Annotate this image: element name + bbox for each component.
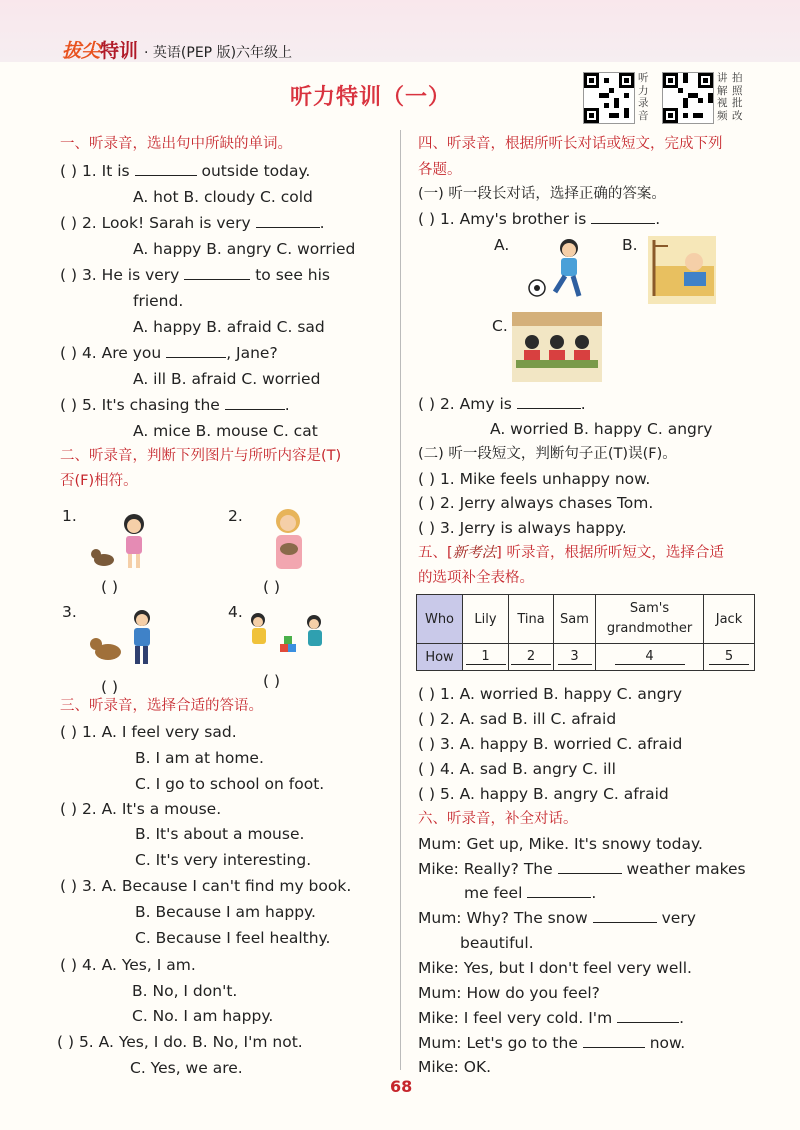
answer-blank-2: 2 <box>511 649 551 665</box>
section-6-title: 六、听录音，补全对话。 <box>418 811 578 827</box>
page-title: 听力特训（一） <box>290 85 452 110</box>
boy-playing-football-picture <box>525 234 595 304</box>
s3-q5-options-ab: ( ) 5. A. Yes, I do. B. No, I'm not. <box>57 1033 303 1051</box>
section-4-title-line-2: 各题。 <box>418 162 462 178</box>
s4-judge-1: ( ) 1. Mike feels unhappy now. <box>418 470 651 488</box>
s4-part-1-instruction: (一) 听一段长对话，选择正确的答案。 <box>418 186 666 202</box>
dialog-line-3-cont: beautiful. <box>460 934 534 952</box>
s2-item-3-number: 3. <box>62 603 77 621</box>
s1-q1-tail: outside today. <box>201 162 311 180</box>
s2-item-4-number: 4. <box>228 603 243 621</box>
s2-item-2-paren[interactable]: ( ) <box>263 578 281 596</box>
s5-title-rest: ] 听录音，根据所听短文，选择合适 <box>496 545 724 561</box>
who-how-table <box>416 594 755 671</box>
section-5-title-line-2: 的选项补全表格。 <box>418 570 534 586</box>
book-subtitle: · 英语(PEP 版)六年级上 <box>144 45 293 61</box>
s1-q1-blank[interactable] <box>135 163 197 176</box>
section-3-title: 三、听录音，选择合适的答语。 <box>60 698 263 714</box>
table-cell: How <box>417 644 463 671</box>
qr-code-video[interactable] <box>662 72 714 124</box>
s5-title-prefix: 五、[ <box>418 545 453 561</box>
s3-q1-option-a: ( ) 1. A. I feel very sad. <box>60 723 237 741</box>
s2-item-4-paren[interactable]: ( ) <box>263 672 281 690</box>
s1-question-1 <box>60 162 310 180</box>
s2-item-1-number: 1. <box>62 507 77 525</box>
s4-q1-blank[interactable] <box>591 211 655 224</box>
answer-blank-4: 4 <box>615 649 685 665</box>
s1-q5-blank[interactable] <box>225 397 285 410</box>
s5-question-5: ( ) 5. A. happy B. angry C. afraid <box>418 785 669 803</box>
dialog-line-7 <box>418 1034 685 1052</box>
s1-q3-stem: ( ) 3. He is very <box>60 266 180 284</box>
s4-q2-tail: . <box>580 395 586 413</box>
table-cell: Lily <box>463 595 509 644</box>
s1-q5-options: A. mice B. mouse C. cat <box>133 422 318 440</box>
dialog-line-3-end: very <box>661 909 696 927</box>
girl-with-cat-picture <box>86 510 156 572</box>
girl-holding-cat-picture <box>264 505 314 573</box>
table-row-who <box>417 595 755 644</box>
s3-q5-option-c: C. Yes, we are. <box>130 1059 243 1077</box>
s1-q5-stem: ( ) 5. It's chasing the <box>60 396 220 414</box>
dialog-line-1: Mum: Get up, Mike. It's snowy today. <box>418 835 703 853</box>
s4-q2-stem: ( ) 2. Amy is <box>418 395 512 413</box>
s3-q1-option-b: B. I am at home. <box>135 749 264 767</box>
s3-q3-option-a: ( ) 3. A. Because I can't find my book. <box>60 877 352 895</box>
s3-q2-option-a: ( ) 2. A. It's a mouse. <box>60 800 222 818</box>
dialog-line-6-end: . <box>679 1009 685 1027</box>
page-number: 68 <box>390 1077 413 1096</box>
answer-blank-5: 5 <box>709 649 749 665</box>
s5-question-3: ( ) 3. A. happy B. worried C. afraid <box>418 735 683 753</box>
qr-label-correct: 拍照批改 <box>732 72 743 122</box>
s3-q2-option-b: B. It's about a mouse. <box>135 825 305 843</box>
s3-q4-option-a: ( ) 4. A. Yes, I am. <box>60 956 196 974</box>
dialog-line-3 <box>418 909 696 927</box>
qr-label-video: 讲解视频 <box>717 72 728 122</box>
dialog-line-6 <box>418 1009 684 1027</box>
s4-q2-blank[interactable] <box>517 396 581 409</box>
s1-q4-options: A. ill B. afraid C. worried <box>133 370 321 388</box>
s5-question-2: ( ) 2. A. sad B. ill C. afraid <box>418 710 617 728</box>
table-cell[interactable] <box>463 644 509 671</box>
section-4-title-line-1: 四、听录音，根据所听长对话或短文，完成下列 <box>418 136 723 152</box>
dialog-line-2-end: weather makes <box>626 860 746 878</box>
classroom-picture <box>512 312 602 382</box>
s1-q4-blank[interactable] <box>166 345 226 358</box>
table-cell: Who <box>417 595 463 644</box>
dialog-line-2c-end: . <box>591 884 597 902</box>
s3-q3-option-c: C. Because I feel healthy. <box>135 929 331 947</box>
section-2-title-line-1: 二、听录音，判断下列图片与所听内容是(T) <box>60 448 342 464</box>
table-cell[interactable] <box>704 644 755 671</box>
s1-q3-options: A. happy B. afraid C. sad <box>133 318 325 336</box>
dialog-line-2c-start: me feel <box>464 884 523 902</box>
s1-q2-blank[interactable] <box>256 215 320 228</box>
s1-question-3 <box>60 266 330 284</box>
s1-q4-tail: , Jane? <box>226 344 278 362</box>
s2-item-1-paren[interactable]: ( ) <box>101 578 119 596</box>
s1-q4-stem: ( ) 4. Are you <box>60 344 162 362</box>
s3-q3-option-b: B. Because I am happy. <box>135 903 316 921</box>
s1-question-2 <box>60 214 325 232</box>
s1-q2-stem: ( ) 2. Look! Sarah is very <box>60 214 251 232</box>
answer-blank-3: 3 <box>558 649 592 665</box>
s1-q3-tail: to see his <box>255 266 331 284</box>
s4-judge-3: ( ) 3. Jerry is always happy. <box>418 519 627 537</box>
table-cell: Jack <box>704 595 755 644</box>
section-5-title-line-1 <box>418 544 724 562</box>
dialog-blank-3[interactable] <box>593 910 657 923</box>
s4-question-1 <box>418 210 660 228</box>
table-cell[interactable] <box>554 644 596 671</box>
table-cell: Sam <box>554 595 596 644</box>
header-band <box>0 0 800 62</box>
brand-part-1: 拔尖 <box>62 40 101 62</box>
table-cell: Sam's grandmother <box>596 595 704 644</box>
s1-q2-options: A. happy B. angry C. worried <box>133 240 356 258</box>
s4-q1-stem: ( ) 1. Amy's brother is <box>418 210 587 228</box>
dialog-line-7-start: Mum: Let's go to the <box>418 1034 578 1052</box>
s1-q5-tail: . <box>284 396 290 414</box>
dialog-line-4: Mike: Yes, but I don't feel very well. <box>418 959 692 977</box>
children-playing-blocks-picture <box>246 608 328 664</box>
table-cell: Tina <box>509 595 554 644</box>
s3-q2-option-c: C. It's very interesting. <box>135 851 312 869</box>
dialog-blank-4[interactable] <box>617 1010 679 1023</box>
dialog-blank-2[interactable] <box>527 885 591 898</box>
new-exam-method-tag: 新考法 <box>452 545 497 561</box>
s4-option-c-label: C. <box>492 317 508 335</box>
s4-q2-options: A. worried B. happy C. angry <box>490 420 713 438</box>
section-2-title-line-2: 否(F)相符。 <box>60 473 138 489</box>
brand <box>62 36 292 63</box>
qr-label-audio: 听力录音 <box>638 72 649 122</box>
s4-q1-tail: . <box>655 210 661 228</box>
dialog-blank-1[interactable] <box>558 861 622 874</box>
dialog-line-5: Mum: How do you feel? <box>418 984 600 1002</box>
s5-question-1: ( ) 1. A. worried B. happy C. angry <box>418 685 683 703</box>
section-1-title: 一、听录音，选出句中所缺的单词。 <box>60 136 292 152</box>
s3-q4-option-c: C. No. I am happy. <box>132 1007 274 1025</box>
brand-part-2: 特训 <box>100 40 139 62</box>
table-row-how <box>417 644 755 671</box>
s1-q2-tail: . <box>319 214 325 232</box>
s2-item-3-paren[interactable]: ( ) <box>101 678 119 696</box>
s3-q4-option-b: B. No, I don't. <box>132 982 238 1000</box>
s5-question-4: ( ) 4. A. sad B. angry C. ill <box>418 760 616 778</box>
s1-q1-options: A. hot B. cloudy C. cold <box>133 188 313 206</box>
dialog-line-6-start: Mike: I feel very cold. I'm <box>418 1009 613 1027</box>
dialog-line-7-end: now. <box>649 1034 686 1052</box>
qr-code-audio[interactable] <box>583 72 635 124</box>
column-divider <box>400 130 401 1070</box>
boy-with-dog-picture <box>90 604 160 668</box>
s1-question-5 <box>60 396 290 414</box>
s4-part-2-instruction: (二) 听一段短文，判断句子正(T)误(F)。 <box>418 446 677 462</box>
s1-q3-blank[interactable] <box>184 267 250 280</box>
dialog-line-2-start: Mike: Really? The <box>418 860 553 878</box>
table-cell[interactable] <box>509 644 554 671</box>
dialog-blank-5[interactable] <box>583 1035 645 1048</box>
answer-blank-1: 1 <box>466 649 506 665</box>
s2-item-2-number: 2. <box>228 507 243 525</box>
dialog-line-2-cont <box>464 884 596 902</box>
s4-question-2 <box>418 395 586 413</box>
s4-judge-2: ( ) 2. Jerry always chases Tom. <box>418 494 654 512</box>
dialog-line-3-start: Mum: Why? The snow <box>418 909 588 927</box>
s4-option-a-label: A. <box>494 236 510 254</box>
s1-q1-stem: ( ) 1. It is <box>60 162 130 180</box>
s1-question-4 <box>60 344 278 362</box>
sick-boy-in-bed-picture <box>648 236 716 304</box>
s1-q3-continued: friend. <box>133 292 184 310</box>
dialog-line-2 <box>418 860 746 878</box>
s3-q1-option-c: C. I go to school on foot. <box>135 775 325 793</box>
s4-option-b-label: B. <box>622 236 638 254</box>
table-cell[interactable] <box>596 644 704 671</box>
dialog-line-8: Mike: OK. <box>418 1058 492 1076</box>
